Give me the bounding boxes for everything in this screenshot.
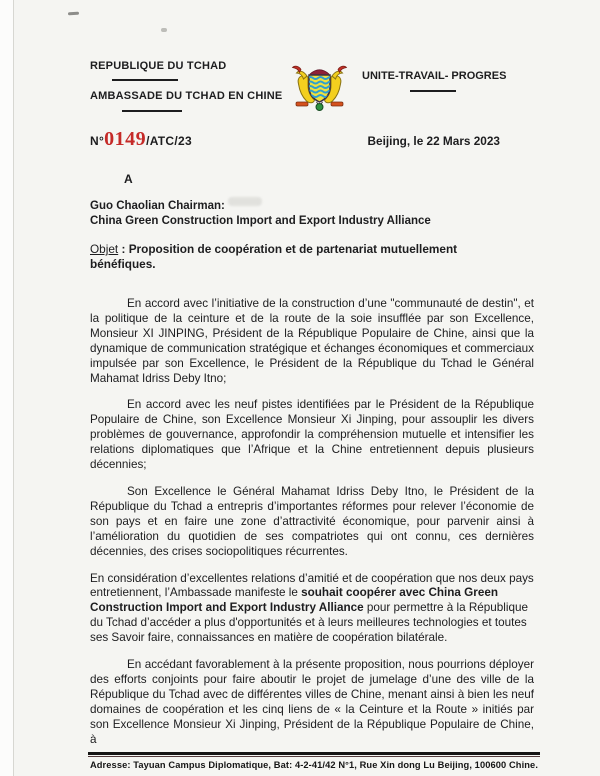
- letter-footer: [88, 752, 540, 776]
- paragraph-4: [90, 572, 534, 647]
- republic-title: REPUBLIQUE DU TCHAD: [90, 60, 227, 72]
- footer-address: Adresse: Tayuan Campus Diplomatique, Bat: 4-2-41/42 N°1, Rue Xin dong Lu Beijing, 100600 Chine.: [89, 760, 539, 770]
- divider: [112, 79, 178, 81]
- national-motto: UNITE-TRAVAIL- PROGRES: [362, 70, 507, 82]
- salutation-letter: A: [124, 172, 133, 186]
- recipient-block: [90, 199, 534, 229]
- reference-number: [90, 128, 192, 151]
- paragraph-1: En accord avec l’initiative de la construction d’une "communauté de destin", et la politique de la ceinture et de la route de la soie insufflée par son Excellence, Monsieur XI JINPING, Président de la République Populaire de Chine, ainsi que la dynamique de communication stratégique et échanges économiques et commerciaux impulsée par son Excellence, le Président de la République du Tchad le Général Mahamat Idriss Deby Itno;: [90, 297, 534, 385]
- paragraph-2: En accord avec les neuf pistes identifiées par le Président de la République Populaire de Chine, son Excellence Monsieur Xi Jinping, pour assouplir les divers problèmes de gouvernance, approfondir la compréhension mutuelle et intensifier les relations diplomatiques que l’Afrique et la Chine entretiennent depuis plusieurs décennies;: [90, 398, 534, 472]
- recipient-name: Guo Chaolian Chairman:: [90, 200, 225, 212]
- subject-line: [90, 242, 514, 272]
- subject-text: Proposition de coopération et de partenariat mutuellement bénéfiques.: [90, 242, 458, 271]
- date-line: Beijing, le 22 Mars 2023: [367, 134, 500, 148]
- chad-coat-of-arms-icon: [286, 62, 353, 112]
- letterhead-right-block: [362, 60, 507, 92]
- subject-separator: :: [118, 242, 129, 256]
- embassy-title: AMBASSADE DU TCHAD EN CHINE: [90, 90, 283, 102]
- footer-rule-thick: [88, 752, 540, 755]
- scan-mark-artifact: [161, 28, 167, 32]
- scan-mark-artifact: [68, 12, 79, 16]
- letter-body: [90, 297, 534, 747]
- reference-number-red: 0149: [104, 128, 147, 150]
- reference-row: [90, 128, 534, 151]
- letter-content: [90, 60, 534, 759]
- divider: [410, 90, 456, 92]
- footer-rule-thin: [88, 756, 540, 757]
- divider: [122, 110, 182, 112]
- emblem-container: [276, 62, 362, 112]
- scan-edge-artifact: [0, 0, 14, 776]
- paragraph-4-bold: souhait coopérer avec China Green Construction Import and Export Industry Alliance: [90, 586, 498, 615]
- paragraph-5: En accédant favorablement à la présente proposition, nous pourrions déployer des efforts conjoints pour faire aboutir le projet de jumelage d’une des ville de la République du Tchad avec de différentes villes de Chine, menant ainsi à bien les neuf domaines de coopération et les cinq liens de « la Ceinture et la Route » initiés par son Excellence Monsieur Xi Jinping, Président de la République Populaire de Chine, à: [90, 658, 534, 746]
- reference-prefix: N°: [90, 134, 105, 148]
- reference-suffix: /ATC/23: [146, 134, 192, 148]
- recipient-organization: China Green Construction Import and Export Industry Alliance: [90, 215, 431, 227]
- paragraph-3: Son Excellence le Général Mahamat Idriss Deby Itno, le Président de la République du Tchad a entrepris d’importantes réformes pour relever l’économie de son pays et en faire une zone d’attractivité économique, pour parvenir ainsi à l’amélioration du quotidien de ses compatriotes qui ont connu, ces dernières décennies, des crises sociopolitiques récurrentes.: [90, 484, 534, 558]
- paragraph-4-lead: En considération d’excellentes relations d’amitié et de coopération que nos deux pays entretiennent, l’Ambassade manifeste le: [90, 571, 534, 600]
- paragraph-4-tail: pour permettre à la République du Tchad d’accéder a plus d'opportunités et à leurs meilleures technologies et toutes ses Savoir faire, connaissances en matière de coopération bilatérale.: [90, 601, 528, 645]
- subject-label: Objet: [90, 242, 119, 256]
- letterhead-left-block: [90, 60, 283, 112]
- letterhead: [90, 60, 534, 112]
